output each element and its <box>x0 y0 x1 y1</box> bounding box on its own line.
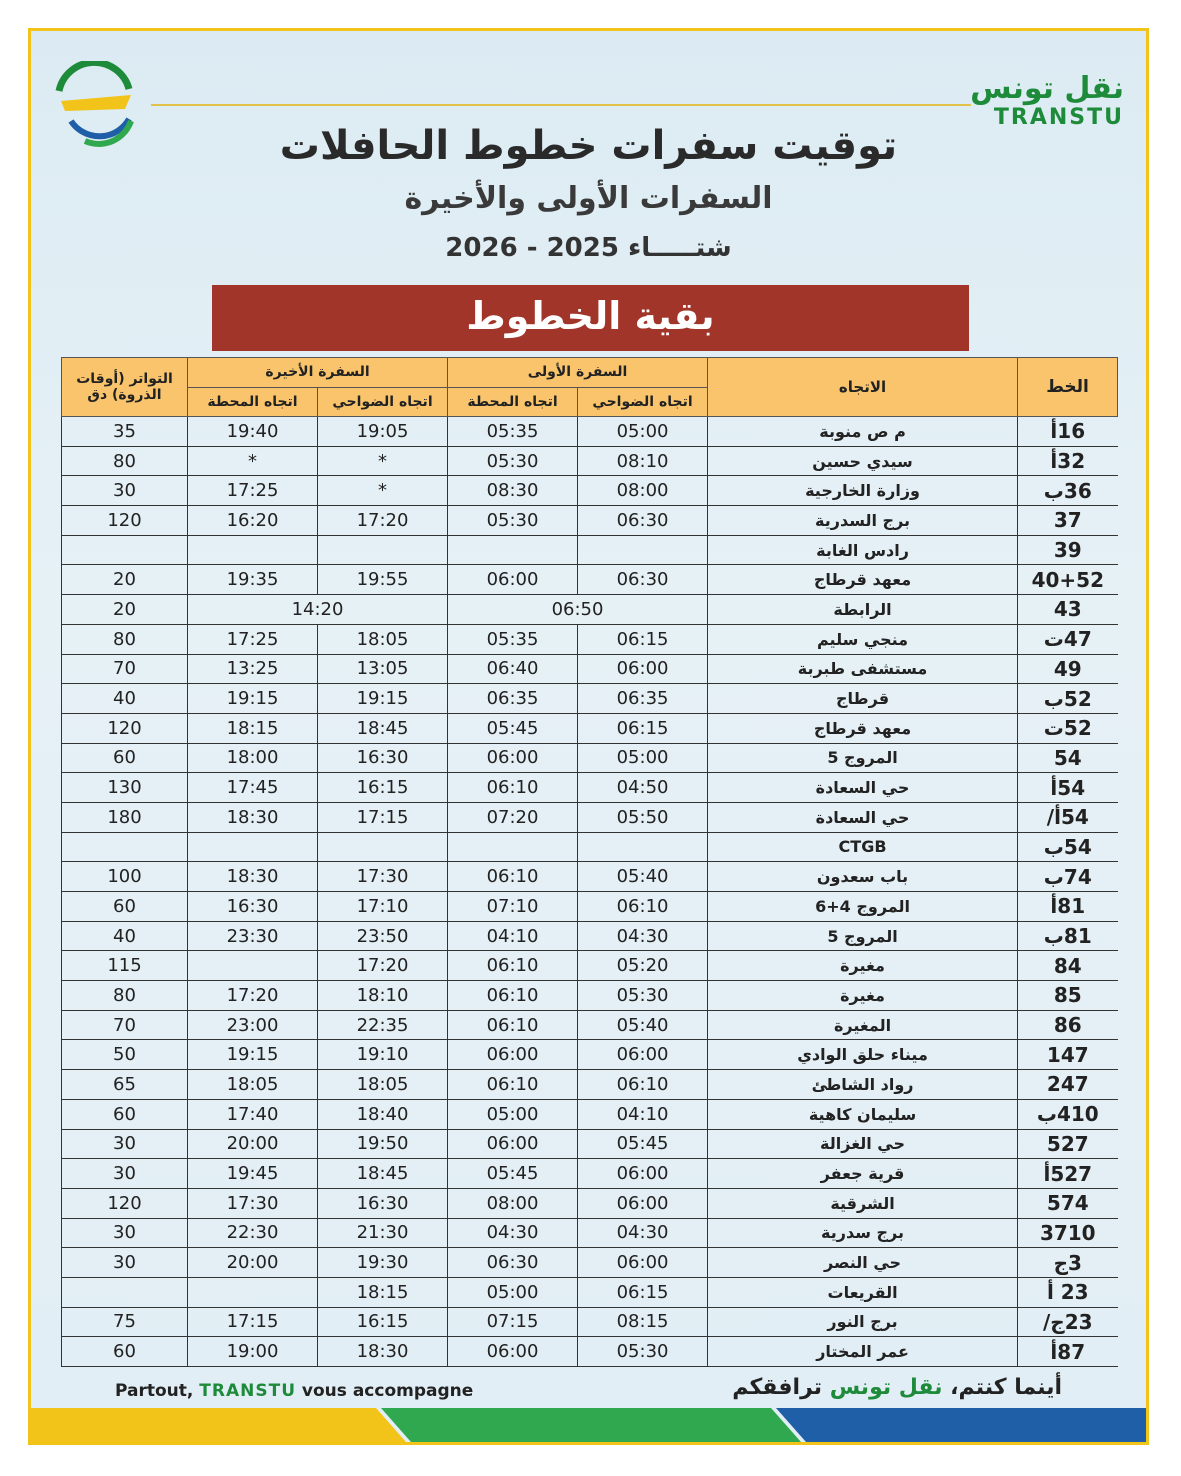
cell-first-to-station: 05:30 <box>448 506 578 536</box>
table-row <box>62 1129 1118 1159</box>
cell-line: 37 <box>1018 506 1118 536</box>
cell-first-to-suburbs: 08:10 <box>578 446 708 476</box>
cell-first-to-suburbs: 06:15 <box>578 1277 708 1307</box>
cell-last-to-suburbs: 19:05 <box>318 417 448 447</box>
cell-direction: عمر المختار <box>708 1337 1018 1367</box>
cell-direction: CTGB <box>708 832 1018 862</box>
cell-line: 85 <box>1018 981 1118 1011</box>
cell-last-to-suburbs: 13:05 <box>318 654 448 684</box>
cell-direction: معهد قرطاج <box>708 565 1018 595</box>
table-row <box>62 892 1118 922</box>
cell-frequency: 30 <box>62 1248 188 1278</box>
cell-first-to-station: 05:45 <box>448 1159 578 1189</box>
cell-frequency: 35 <box>62 417 188 447</box>
cell-first-to-suburbs: 08:00 <box>578 476 708 506</box>
footer-stripes <box>31 1408 1146 1442</box>
cell-first-to-suburbs: 04:10 <box>578 1099 708 1129</box>
cell-frequency: 120 <box>62 506 188 536</box>
cell-last-to-station: 17:25 <box>188 624 318 654</box>
cell-frequency: 40 <box>62 921 188 951</box>
table-row <box>62 832 1118 862</box>
cell-first-to-station: 05:00 <box>448 1277 578 1307</box>
cell-first-to-station: 06:10 <box>448 1070 578 1100</box>
cell-first-to-station: 05:45 <box>448 713 578 743</box>
table-row <box>62 624 1118 654</box>
cell-first-to-suburbs: 04:30 <box>578 921 708 951</box>
cell-last-to-suburbs: 23:50 <box>318 921 448 951</box>
cell-first-to-station: 08:30 <box>448 476 578 506</box>
cell-last-to-suburbs: 21:30 <box>318 1218 448 1248</box>
cell-first-to-station: 06:00 <box>448 1129 578 1159</box>
table-row <box>62 684 1118 714</box>
cell-line: 54ب <box>1018 832 1118 862</box>
cell-direction: برج النور <box>708 1307 1018 1337</box>
cell-last-to-suburbs: 18:40 <box>318 1099 448 1129</box>
cell-last-to-station: 22:30 <box>188 1218 318 1248</box>
stripe-yellow <box>31 1408 406 1442</box>
brand-arabic: نقل تونس <box>970 71 1124 106</box>
cell-first-to-suburbs: 05:45 <box>578 1129 708 1159</box>
cell-frequency: 115 <box>62 951 188 981</box>
cell-last-to-station: 17:20 <box>188 981 318 1011</box>
cell-first-to-suburbs: 06:00 <box>578 654 708 684</box>
cell-frequency <box>62 832 188 862</box>
cell-first-to-suburbs: 06:15 <box>578 624 708 654</box>
cell-line: 81ب <box>1018 921 1118 951</box>
cell-line: 84 <box>1018 951 1118 981</box>
cell-first-to-suburbs: 06:10 <box>578 1070 708 1100</box>
cell-direction: باب سعدون <box>708 862 1018 892</box>
cell-frequency: 80 <box>62 624 188 654</box>
header-first-trip: السفرة الأولى <box>448 358 708 388</box>
table-row <box>62 951 1118 981</box>
cell-line: 3710 <box>1018 1218 1118 1248</box>
cell-first-to-station: 06:10 <box>448 981 578 1011</box>
cell-last-to-suburbs: * <box>318 446 448 476</box>
cell-frequency: 60 <box>62 892 188 922</box>
cell-line: 23 أ <box>1018 1277 1118 1307</box>
cell-first-to-station: 06:00 <box>448 1040 578 1070</box>
cell-direction: القريعات <box>708 1277 1018 1307</box>
cell-line: 47ت <box>1018 624 1118 654</box>
cell-first-to-station <box>448 535 578 565</box>
header-frequency: التواتر (أوقات الذروة) دق <box>62 358 188 417</box>
cell-last-to-station: 18:30 <box>188 802 318 832</box>
cell-frequency: 30 <box>62 1218 188 1248</box>
cell-first-to-suburbs: 06:10 <box>578 892 708 922</box>
cell-direction: برج سدرية <box>708 1218 1018 1248</box>
cell-direction: حي النصر <box>708 1248 1018 1278</box>
cell-last-to-suburbs: 18:15 <box>318 1277 448 1307</box>
cell-last-to-station <box>188 951 318 981</box>
cell-last-to-station: 18:30 <box>188 862 318 892</box>
cell-first-to-station: 05:35 <box>448 417 578 447</box>
poster-frame <box>28 28 1149 1445</box>
cell-last-to-station: 20:00 <box>188 1248 318 1278</box>
cell-line: 86 <box>1018 1010 1118 1040</box>
cell-direction: م ص منوبة <box>708 417 1018 447</box>
cell-first-to-suburbs: 04:50 <box>578 773 708 803</box>
cell-last-to-suburbs: 18:05 <box>318 1070 448 1100</box>
cell-frequency: 120 <box>62 713 188 743</box>
cell-first-to-station: 06:10 <box>448 951 578 981</box>
cell-direction: المغيرة <box>708 1010 1018 1040</box>
table-row <box>62 921 1118 951</box>
cell-line: 147 <box>1018 1040 1118 1070</box>
header-last-trip: السفرة الأخيرة <box>188 358 448 388</box>
cell-first-to-station: 06:00 <box>448 565 578 595</box>
cell-last-to-station: 17:40 <box>188 1099 318 1129</box>
cell-last-to-suburbs: 17:20 <box>318 506 448 536</box>
cell-first-to-suburbs: 05:30 <box>578 981 708 1011</box>
cell-last-to-suburbs: 16:15 <box>318 773 448 803</box>
table-row <box>62 654 1118 684</box>
cell-first-to-station: 04:10 <box>448 921 578 951</box>
cell-frequency: 130 <box>62 773 188 803</box>
brand-english: TRANSTU <box>993 105 1124 130</box>
cell-last-to-station: 20:00 <box>188 1129 318 1159</box>
stripe-blue <box>776 1408 1146 1442</box>
cell-last-to-station: 18:05 <box>188 1070 318 1100</box>
cell-last-to-suburbs <box>318 832 448 862</box>
table-row <box>62 1277 1118 1307</box>
cell-last-to-suburbs: 18:05 <box>318 624 448 654</box>
cell-first-to-station: 05:35 <box>448 624 578 654</box>
footer-slogan-fr <box>115 1381 473 1401</box>
cell-line: 81أ <box>1018 892 1118 922</box>
cell-last-to-suburbs: 17:15 <box>318 802 448 832</box>
footer-ar-prefix: أينما كنتم، <box>942 1375 1062 1400</box>
header-rule <box>151 104 971 106</box>
cell-first-to-suburbs: 06:30 <box>578 506 708 536</box>
cell-first-to-station: 07:10 <box>448 892 578 922</box>
cell-last-to-station: 16:30 <box>188 892 318 922</box>
table-row <box>62 1248 1118 1278</box>
header-first-to-suburbs: اتجاه الضواحي <box>578 387 708 417</box>
table-row <box>62 981 1118 1011</box>
table-row <box>62 446 1118 476</box>
cell-last-to-station: * <box>188 446 318 476</box>
cell-frequency: 80 <box>62 981 188 1011</box>
cell-first-to-suburbs: 06:00 <box>578 1188 708 1218</box>
cell-first-to-station: 06:00 <box>448 1337 578 1367</box>
cell-first-to-station: 08:00 <box>448 1188 578 1218</box>
cell-line: 527 <box>1018 1129 1118 1159</box>
cell-line: 87أ <box>1018 1337 1118 1367</box>
cell-last-to-suburbs: 17:20 <box>318 951 448 981</box>
cell-direction: وزارة الخارجية <box>708 476 1018 506</box>
cell-last-to-suburbs: 16:30 <box>318 743 448 773</box>
cell-line: 54 <box>1018 743 1118 773</box>
cell-direction: المروج 4+6 <box>708 892 1018 922</box>
cell-last-to-station: 19:00 <box>188 1337 318 1367</box>
cell-last-to-suburbs: 19:10 <box>318 1040 448 1070</box>
cell-direction: مغيرة <box>708 951 1018 981</box>
section-banner: بقية الخطوط <box>212 285 969 351</box>
cell-direction: مغيرة <box>708 981 1018 1011</box>
cell-last-to-suburbs: 18:10 <box>318 981 448 1011</box>
cell-frequency: 180 <box>62 802 188 832</box>
cell-last-to-station: 18:15 <box>188 713 318 743</box>
footer-slogan-ar <box>732 1375 1062 1400</box>
cell-direction: ميناء حلق الوادي <box>708 1040 1018 1070</box>
cell-line: 527أ <box>1018 1159 1118 1189</box>
cell-last-to-station: 19:15 <box>188 684 318 714</box>
cell-last-to-station: 13:25 <box>188 654 318 684</box>
cell-direction: قرطاج <box>708 684 1018 714</box>
cell-last-to-suburbs: 16:15 <box>318 1307 448 1337</box>
cell-frequency: 30 <box>62 1129 188 1159</box>
header-last-to-suburbs: اتجاه الضواحي <box>318 387 448 417</box>
cell-frequency: 80 <box>62 446 188 476</box>
cell-last-to-suburbs: 19:30 <box>318 1248 448 1278</box>
table-row <box>62 1188 1118 1218</box>
header-direction: الاتجاه <box>708 358 1018 417</box>
cell-frequency: 120 <box>62 1188 188 1218</box>
cell-direction: المروج 5 <box>708 921 1018 951</box>
cell-last-to-suburbs <box>318 535 448 565</box>
table-row <box>62 713 1118 743</box>
cell-direction: سليمان كاهية <box>708 1099 1018 1129</box>
cell-first-to-suburbs: 05:40 <box>578 1010 708 1040</box>
cell-last-to-station: 17:45 <box>188 773 318 803</box>
cell-direction: برج السدرية <box>708 506 1018 536</box>
cell-direction: رادس الغابة <box>708 535 1018 565</box>
cell-line: 52ت <box>1018 713 1118 743</box>
cell-direction: المروج 5 <box>708 743 1018 773</box>
table-row <box>62 1159 1118 1189</box>
cell-frequency: 60 <box>62 1337 188 1367</box>
cell-first-trip: 06:50 <box>448 595 708 625</box>
cell-frequency: 60 <box>62 743 188 773</box>
cell-line: 410ب <box>1018 1099 1118 1129</box>
table-row <box>62 476 1118 506</box>
cell-first-to-station: 05:00 <box>448 1099 578 1129</box>
table-row <box>62 1040 1118 1070</box>
table-row <box>62 417 1118 447</box>
cell-frequency: 20 <box>62 595 188 625</box>
cell-direction: قرية جعفر <box>708 1159 1018 1189</box>
cell-frequency: 40 <box>62 684 188 714</box>
cell-first-to-station <box>448 832 578 862</box>
cell-first-to-suburbs: 06:00 <box>578 1040 708 1070</box>
stripe-green <box>381 1408 801 1442</box>
cell-frequency: 50 <box>62 1040 188 1070</box>
cell-last-to-station <box>188 1277 318 1307</box>
footer-fr-prefix: Partout, <box>115 1381 200 1401</box>
cell-frequency: 75 <box>62 1307 188 1337</box>
schedule-table <box>61 357 1118 1367</box>
cell-first-to-suburbs: 06:00 <box>578 1159 708 1189</box>
cell-first-to-suburbs <box>578 832 708 862</box>
cell-direction: حي السعادة <box>708 773 1018 803</box>
cell-first-to-suburbs: 05:30 <box>578 1337 708 1367</box>
header-first-to-station: اتجاه المحطة <box>448 387 578 417</box>
cell-first-to-station: 07:20 <box>448 802 578 832</box>
cell-frequency: 100 <box>62 862 188 892</box>
cell-first-to-suburbs <box>578 535 708 565</box>
cell-direction: الرابطة <box>708 595 1018 625</box>
table-row <box>62 506 1118 536</box>
cell-last-to-suburbs: 19:55 <box>318 565 448 595</box>
table-row <box>62 743 1118 773</box>
cell-direction: رواد الشاطئ <box>708 1070 1018 1100</box>
cell-first-to-suburbs: 05:00 <box>578 743 708 773</box>
cell-line: 574 <box>1018 1188 1118 1218</box>
cell-last-to-suburbs: 17:10 <box>318 892 448 922</box>
cell-last-to-station: 18:00 <box>188 743 318 773</box>
schedule-body <box>62 417 1118 1367</box>
cell-line: 247 <box>1018 1070 1118 1100</box>
cell-first-to-suburbs: 08:15 <box>578 1307 708 1337</box>
cell-first-to-suburbs: 05:20 <box>578 951 708 981</box>
footer-fr-brand: TRANSTU <box>199 1381 296 1401</box>
table-row <box>62 802 1118 832</box>
header-line: الخط <box>1018 358 1118 417</box>
cell-first-to-suburbs: 06:35 <box>578 684 708 714</box>
cell-line: 54أ <box>1018 773 1118 803</box>
cell-first-to-suburbs: 05:00 <box>578 417 708 447</box>
cell-frequency: 60 <box>62 1099 188 1129</box>
cell-last-to-suburbs: 17:30 <box>318 862 448 892</box>
cell-last-to-station: 17:30 <box>188 1188 318 1218</box>
cell-last-to-station: 23:00 <box>188 1010 318 1040</box>
cell-frequency <box>62 1277 188 1307</box>
cell-first-to-station: 06:30 <box>448 1248 578 1278</box>
cell-last-to-suburbs: * <box>318 476 448 506</box>
cell-last-to-station <box>188 832 318 862</box>
cell-line: 32أ <box>1018 446 1118 476</box>
cell-direction: مستشفى طبربة <box>708 654 1018 684</box>
cell-last-to-station: 19:35 <box>188 565 318 595</box>
cell-last-to-suburbs: 19:15 <box>318 684 448 714</box>
cell-last-to-station: 19:45 <box>188 1159 318 1189</box>
season-label: شتـــــاء 2025 - 2026 <box>445 233 732 263</box>
cell-last-to-suburbs: 19:50 <box>318 1129 448 1159</box>
cell-first-to-suburbs: 06:00 <box>578 1248 708 1278</box>
cell-first-to-station: 05:30 <box>448 446 578 476</box>
cell-line: 23ج/ <box>1018 1307 1118 1337</box>
cell-last-to-suburbs: 18:30 <box>318 1337 448 1367</box>
table-row <box>62 1307 1118 1337</box>
cell-line: 54أ/ <box>1018 802 1118 832</box>
cell-first-to-station: 07:15 <box>448 1307 578 1337</box>
cell-first-to-suburbs: 04:30 <box>578 1218 708 1248</box>
cell-first-to-station: 06:00 <box>448 743 578 773</box>
table-row <box>62 1337 1118 1367</box>
cell-last-to-station: 19:40 <box>188 417 318 447</box>
cell-frequency: 20 <box>62 565 188 595</box>
cell-direction: معهد قرطاج <box>708 713 1018 743</box>
cell-line: 74ب <box>1018 862 1118 892</box>
cell-last-to-station <box>188 535 318 565</box>
table-row <box>62 1010 1118 1040</box>
page-title: توقيت سفرات خطوط الحافلات <box>279 123 898 169</box>
cell-last-to-station: 19:15 <box>188 1040 318 1070</box>
cell-last-to-suburbs: 16:30 <box>318 1188 448 1218</box>
cell-first-to-suburbs: 06:30 <box>578 565 708 595</box>
cell-frequency: 30 <box>62 1159 188 1189</box>
cell-last-to-station: 16:20 <box>188 506 318 536</box>
footer-ar-suffix: ترافقكم <box>732 1375 830 1400</box>
page-subtitle: السفرات الأولى والأخيرة <box>404 181 773 216</box>
cell-first-to-station: 06:10 <box>448 862 578 892</box>
cell-last-to-suburbs: 18:45 <box>318 713 448 743</box>
cell-line: 40+52 <box>1018 565 1118 595</box>
cell-frequency: 65 <box>62 1070 188 1100</box>
table-row <box>62 535 1118 565</box>
cell-first-to-station: 06:10 <box>448 773 578 803</box>
table-row <box>62 595 1118 625</box>
cell-frequency: 30 <box>62 476 188 506</box>
cell-first-to-suburbs: 05:50 <box>578 802 708 832</box>
table-row <box>62 565 1118 595</box>
cell-line: 16أ <box>1018 417 1118 447</box>
cell-last-to-station: 17:15 <box>188 1307 318 1337</box>
footer-fr-suffix: vous accompagne <box>296 1381 474 1401</box>
cell-frequency: 70 <box>62 1010 188 1040</box>
table-row <box>62 1218 1118 1248</box>
cell-direction: حي الغزالة <box>708 1129 1018 1159</box>
cell-last-to-suburbs: 22:35 <box>318 1010 448 1040</box>
cell-first-to-station: 06:10 <box>448 1010 578 1040</box>
cell-line: 43 <box>1018 595 1118 625</box>
header-last-to-station: اتجاه المحطة <box>188 387 318 417</box>
cell-line: 52ب <box>1018 684 1118 714</box>
cell-first-to-station: 06:40 <box>448 654 578 684</box>
footer-ar-brand: نقل تونس <box>829 1375 943 1400</box>
cell-frequency: 70 <box>62 654 188 684</box>
cell-last-trip: 14:20 <box>188 595 448 625</box>
cell-last-to-suburbs: 18:45 <box>318 1159 448 1189</box>
cell-first-to-suburbs: 05:40 <box>578 862 708 892</box>
cell-last-to-station: 23:30 <box>188 921 318 951</box>
table-row <box>62 1070 1118 1100</box>
cell-line: 36ب <box>1018 476 1118 506</box>
cell-line: 3ج <box>1018 1248 1118 1278</box>
cell-direction: سيدي حسين <box>708 446 1018 476</box>
cell-frequency <box>62 535 188 565</box>
cell-first-to-suburbs: 06:15 <box>578 713 708 743</box>
table-row <box>62 773 1118 803</box>
cell-direction: الشرقية <box>708 1188 1018 1218</box>
cell-last-to-station: 17:25 <box>188 476 318 506</box>
cell-direction: منجي سليم <box>708 624 1018 654</box>
cell-first-to-station: 04:30 <box>448 1218 578 1248</box>
cell-first-to-station: 06:35 <box>448 684 578 714</box>
table-row <box>62 1099 1118 1129</box>
table-row <box>62 862 1118 892</box>
cell-direction: حي السعادة <box>708 802 1018 832</box>
cell-line: 49 <box>1018 654 1118 684</box>
cell-line: 39 <box>1018 535 1118 565</box>
